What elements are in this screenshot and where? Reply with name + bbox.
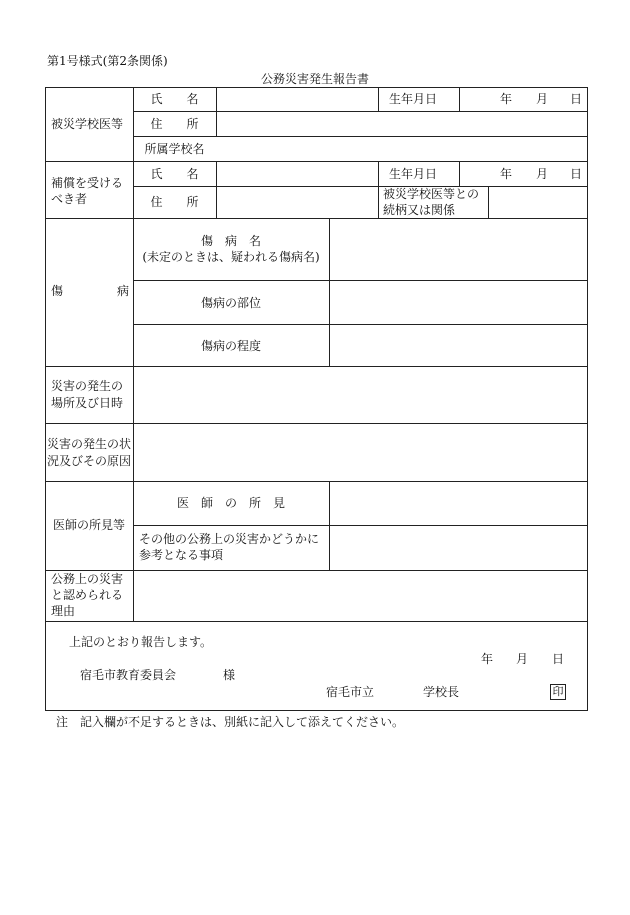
place-time-field[interactable] [136,369,585,421]
injury-degree-label: 傷病の程度 [200,339,261,353]
doctor-other-field[interactable] [332,528,585,568]
injury-degree-field[interactable] [332,327,585,364]
recipient-birth-month: 月 [536,167,549,181]
victim-birth-month: 月 [536,92,549,106]
situation-label-2: 況及びその原因 [47,454,132,468]
injury-name-field[interactable] [332,221,585,278]
recipient-birth-year: 年 [500,167,513,181]
form-number: 第1号様式(第2条関係) [47,54,168,68]
recipient-section-label-1: 補償を受ける [51,176,124,190]
place-time-label-2: 場所及び日時 [51,396,124,410]
reason-label-3: 理由 [51,604,76,618]
seal-stamp: 印 [550,684,566,700]
victim-address-field[interactable] [219,113,585,135]
doctor-opinion-label: 医 師 の 所 見 [176,496,285,510]
report-table [45,87,588,711]
recipient-address-field[interactable] [219,188,376,216]
victim-name-label: 氏 名 [150,92,199,106]
report-date-day: 日 [552,652,565,666]
doctor-other-label-1: その他の公務上の災害かどうかに [139,532,320,546]
school-prefix: 宿毛市立 [326,685,375,699]
recipient-birth-label: 生年月日 [389,167,438,181]
victim-name-field[interactable] [219,88,376,110]
doctor-opinion-field[interactable] [332,484,585,523]
injury-name-label-1: 傷 病 名 [200,234,261,248]
principal-label: 学校長 [423,685,460,699]
victim-address-label: 住 所 [150,117,199,131]
report-date-month: 月 [516,652,529,666]
footnote: 注 記入欄が不足するときは、別紙に記入して添えてください。 [56,715,405,729]
victim-school-label: 所属学校名 [144,142,205,156]
situation-label-1: 災害の発生の状 [47,437,132,451]
injury-part-label: 傷病の部位 [200,296,261,310]
victim-birth-year: 年 [500,92,513,106]
recipient-relation-label-2: 続柄又は関係 [383,203,456,217]
addressee: 宿毛市教育委員会 [80,668,177,682]
recipient-section-label-2: べき者 [51,192,88,206]
recipient-birth-day: 日 [570,167,583,181]
recipient-address-label: 住 所 [150,195,199,209]
doctor-section-label: 医師の所見等 [53,518,126,532]
report-statement: 上記のとおり報告します。 [69,635,213,649]
victim-birth-day: 日 [570,92,583,106]
doctor-other-label-2: 参考となる事項 [139,548,224,562]
situation-field[interactable] [136,426,585,479]
injury-section-label: 傷 病 [51,284,129,298]
addressee-honorific: 様 [223,668,236,682]
injury-name-label-2: (未定のときは、疑われる傷病名) [142,250,320,264]
victim-birth-label: 生年月日 [389,92,438,106]
reason-field[interactable] [136,573,585,619]
victim-section-label: 被災学校医等 [51,117,124,131]
injury-part-field[interactable] [332,283,585,322]
recipient-relation-label-1: 被災学校医等との [383,187,480,201]
reason-label-1: 公務上の災害 [51,572,124,586]
form-title: 公務災害発生報告書 [260,72,369,86]
reason-label-2: と認められる [51,588,124,602]
victim-school-field[interactable] [219,138,585,160]
recipient-name-field[interactable] [219,163,376,185]
recipient-relation-field[interactable] [491,188,585,216]
place-time-label-1: 災害の発生の [51,379,124,393]
report-date-year: 年 [481,652,494,666]
recipient-name-label: 氏 名 [150,167,199,181]
